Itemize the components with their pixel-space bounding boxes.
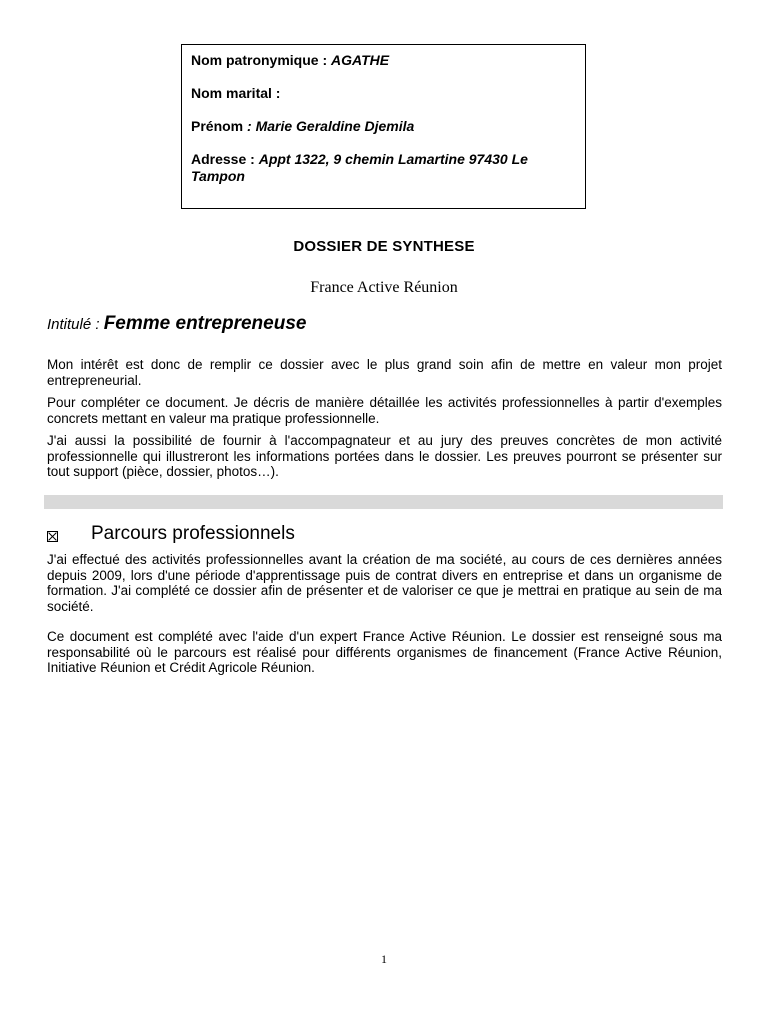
section-title: Parcours professionnels [91, 523, 295, 544]
adresse-line [191, 151, 576, 185]
intro-paragraph: Mon intérêt est donc de remplir ce dossier avec le plus grand soin afin de mettre en valeur mon projet entrepreneurial. [47, 357, 722, 388]
nom-patronymique-label: Nom patronymique : [191, 52, 332, 68]
intro-paragraph: Pour compléter ce document. Je décris de manière détaillée les activités professionnelles à partir d'exemples concrets mettant en valeur ma pratique professionnelle. [47, 395, 722, 426]
checkbox-crossed-icon [47, 531, 58, 542]
intro-paragraph: J'ai aussi la possibilité de fournir à l'accompagnateur et au jury des preuves concrètes de mon activité professionnelle qui illustreront les informations portées dans le dossier. Les preuves pourront se présenter sur tout support (pièce, dossier, photos…). [47, 433, 722, 479]
section-paragraph: Ce document est complété avec l'aide d'un expert France Active Réunion. Le dossier est renseigné sous ma responsabilité où le parcours est réalisé pour différents organismes de financement (France Active Réunion, Initiative Réunion et Crédit Agricole Réunion. [47, 629, 722, 675]
intitule-label: Intitulé : [47, 316, 104, 333]
document-title: DOSSIER DE SYNTHESE [293, 238, 475, 255]
prenom-value: : Marie Geraldine Djemila [247, 118, 415, 134]
intitule-line [47, 313, 306, 335]
document-subtitle: France Active Réunion [310, 279, 458, 296]
section-body [47, 552, 722, 691]
nom-patronymique-value: AGATHE [331, 52, 390, 68]
prenom-label: Prénom [191, 118, 248, 134]
nom-marital-line [191, 85, 576, 102]
adresse-label: Adresse : [191, 151, 259, 167]
page-number: 1 [381, 952, 387, 966]
prenom-line [191, 118, 576, 135]
adresse-value: Appt 1322, 9 chemin Lamartine 97430 Le Tampon [191, 151, 528, 184]
nom-patronymique-line [191, 52, 576, 69]
section-heading [47, 523, 295, 545]
section-divider-band [44, 495, 723, 509]
section-paragraph: J'ai effectué des activités professionnelles avant la création de ma société, au cours de ces dernières années depuis 2009, lors d'une période d'apprentissage puis de contrat divers en entreprise et dans un organisme de formation. J'ai complété ce dossier afin de présenter et de valoriser ce que je mettrai en pratique au sein de ma société. [47, 552, 722, 614]
nom-marital-label: Nom marital : [191, 85, 281, 101]
intitule-value: Femme entrepreneuse [103, 313, 307, 334]
identity-box [181, 44, 586, 209]
intro-text [47, 357, 722, 487]
